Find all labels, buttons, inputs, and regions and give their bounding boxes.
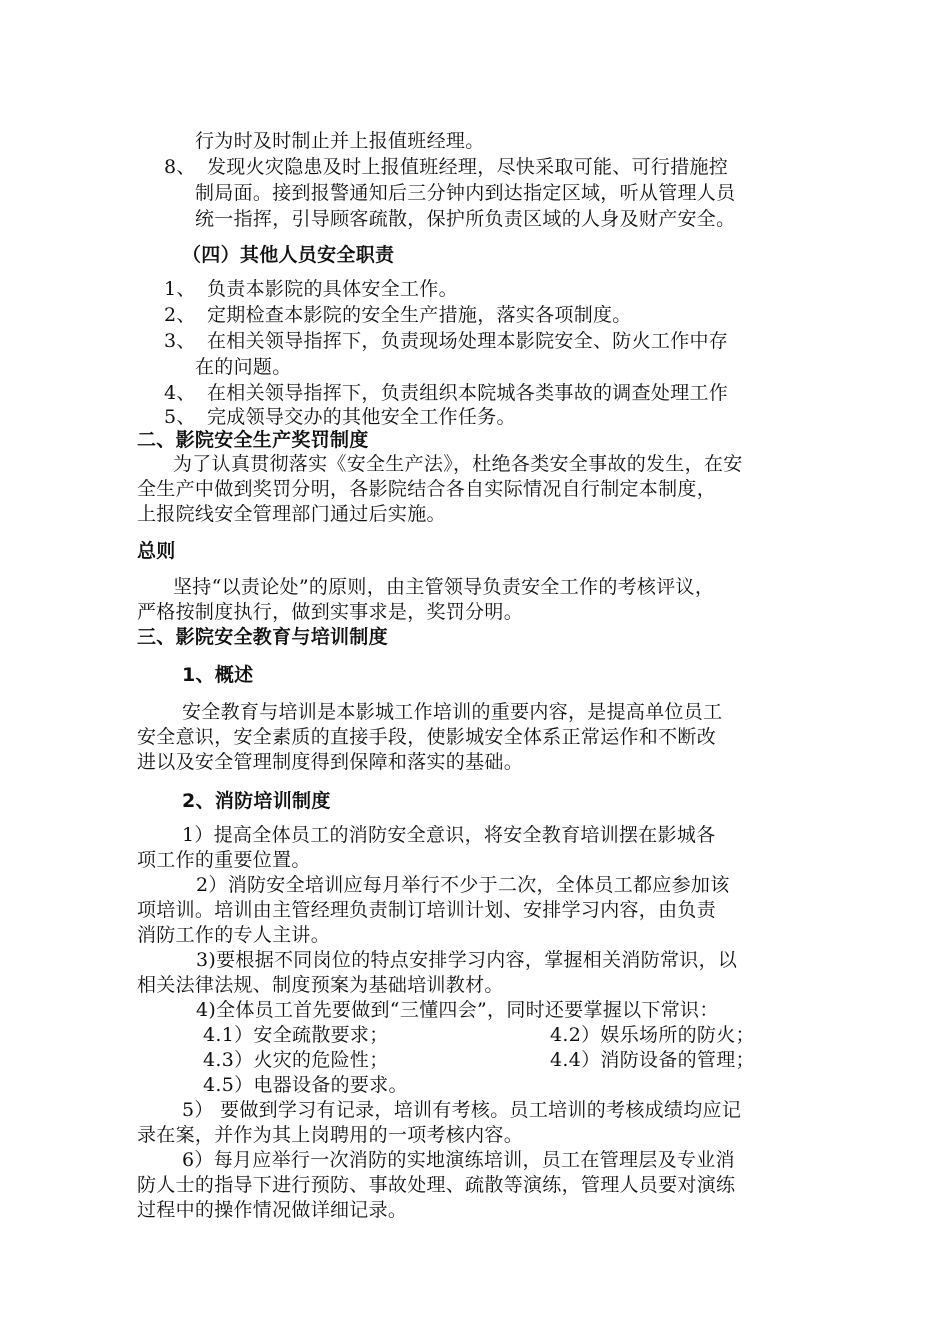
item8-number: 8、 bbox=[164, 156, 196, 178]
rule6-line1: 6）每月应举行一次消防的实地演练培训，员工在管理层及专业消 bbox=[182, 1149, 735, 1171]
rule4-line: 4)全体员工首先要做到“三懂四会”，同时还要掌握以下常识： bbox=[196, 999, 719, 1021]
rule1-line2: 项工作的重要位置。 bbox=[137, 849, 311, 871]
overview-line1: 安全教育与培训是本影城工作培训的重要内容，是提高单位员工 bbox=[182, 701, 723, 723]
section2-para-line2: 全生产中做到奖罚分明，各影院结合各自实际情况自行制定本制度， bbox=[137, 478, 717, 500]
item8-line1: 发现火灾隐患及时上报值班经理，尽快采取可能、可行措施控 bbox=[207, 156, 729, 178]
section2-para-line1: 为了认真贯彻落实《安全生产法》，杜绝各类安全事故的发生，在安 bbox=[173, 453, 743, 475]
item8-line2: 制局面。接到报警通知后三分钟内到达指定区域，听从管理人员 bbox=[195, 182, 736, 204]
p4-item4: 在相关领导指挥下，负责组织本院城各类事故的调查处理工作 bbox=[207, 382, 729, 404]
rule5-line2: 录在案，并作为其上岗聘用的一项考核内容。 bbox=[137, 1124, 524, 1146]
p4-item1-number: 1、 bbox=[164, 278, 196, 300]
section2-heading: 二、影院安全生产奖罚制度 bbox=[137, 429, 369, 451]
rule3-line1: 3)要根据不同岗位的特点安排学习内容，掌握相关消防常识，以 bbox=[196, 949, 738, 971]
fire-training-heading: 2、消防培训制度 bbox=[182, 790, 331, 812]
overview-line3: 进以及安全管理制度得到保障和落实的基础。 bbox=[137, 751, 524, 773]
knowledge-4-5: 4.5）电器设备的要求。 bbox=[203, 1074, 408, 1096]
p4-item2-number: 2、 bbox=[164, 304, 196, 326]
section2-para-line3: 上报院线安全管理部门通过后实施。 bbox=[137, 503, 446, 525]
p4-item3-line1: 在相关领导指挥下，负责现场处理本影院安全、防火工作中存 bbox=[207, 330, 729, 352]
p4-item1: 负责本影院的具体安全工作。 bbox=[207, 278, 458, 300]
item7-continuation: 行为时及时制止并上报值班经理。 bbox=[195, 130, 485, 152]
rule5-line1: 5） 要做到学习有记录，培训有考核。员工培训的考核成绩均应记 bbox=[182, 1099, 742, 1121]
rule2-line1: 2）消防安全培训应每月举行不少于二次，全体员工都应参加该 bbox=[196, 874, 730, 896]
rule3-line2: 相关法律法规、制度预案为基础培训教材。 bbox=[137, 974, 504, 996]
knowledge-4-3: 4.3）火灾的危险性； bbox=[203, 1049, 389, 1071]
p4-item5-number: 5、 bbox=[164, 406, 196, 428]
section4-heading: （四）其他人员安全职责 bbox=[182, 244, 395, 266]
knowledge-4-1: 4.1）安全疏散要求； bbox=[203, 1024, 389, 1046]
overview-line2: 安全意识，安全素质的直接手段，使影城安全体系正常运作和不断改 bbox=[137, 726, 717, 748]
item8-line3: 统一指挥，引导顾客疏散，保护所负责区域的人身及财产安全。 bbox=[195, 208, 736, 230]
p4-item3-line2: 在的问题。 bbox=[195, 356, 292, 378]
general-line1: 坚持“以责论处”的原则，由主管领导负责安全工作的考核评议， bbox=[173, 576, 715, 598]
p4-item2: 定期检查本影院的安全生产措施，落实各项制度。 bbox=[207, 304, 632, 326]
general-heading: 总则 bbox=[137, 540, 176, 562]
rule6-line2: 防人士的指导下进行预防、事故处理、疏散等演练，管理人员要对演练 bbox=[137, 1174, 736, 1196]
rule1-line1: 1）提高全体员工的消防安全意识，将安全教育培训摆在影城各 bbox=[182, 824, 716, 846]
section3-heading: 三、影院安全教育与培训制度 bbox=[137, 626, 388, 648]
knowledge-4-2: 4.2）娱乐场所的防火； bbox=[550, 1024, 755, 1046]
p4-item4-number: 4、 bbox=[164, 382, 196, 404]
knowledge-4-4: 4.4）消防设备的管理； bbox=[550, 1049, 755, 1071]
p4-item5: 完成领导交办的其他安全工作任务。 bbox=[207, 406, 516, 428]
overview-heading: 1、概述 bbox=[182, 664, 254, 686]
p4-item3-number: 3、 bbox=[164, 330, 196, 352]
general-line2: 严格按制度执行，做到实事求是，奖罚分明。 bbox=[137, 601, 524, 623]
rule6-line3: 过程中的操作情况做详细记录。 bbox=[137, 1199, 408, 1221]
rule2-line3: 消防工作的专人主讲。 bbox=[137, 924, 331, 946]
rule2-line2: 项培训。培训由主管经理负责制订培训计划、安排学习内容，由负责 bbox=[137, 899, 717, 921]
